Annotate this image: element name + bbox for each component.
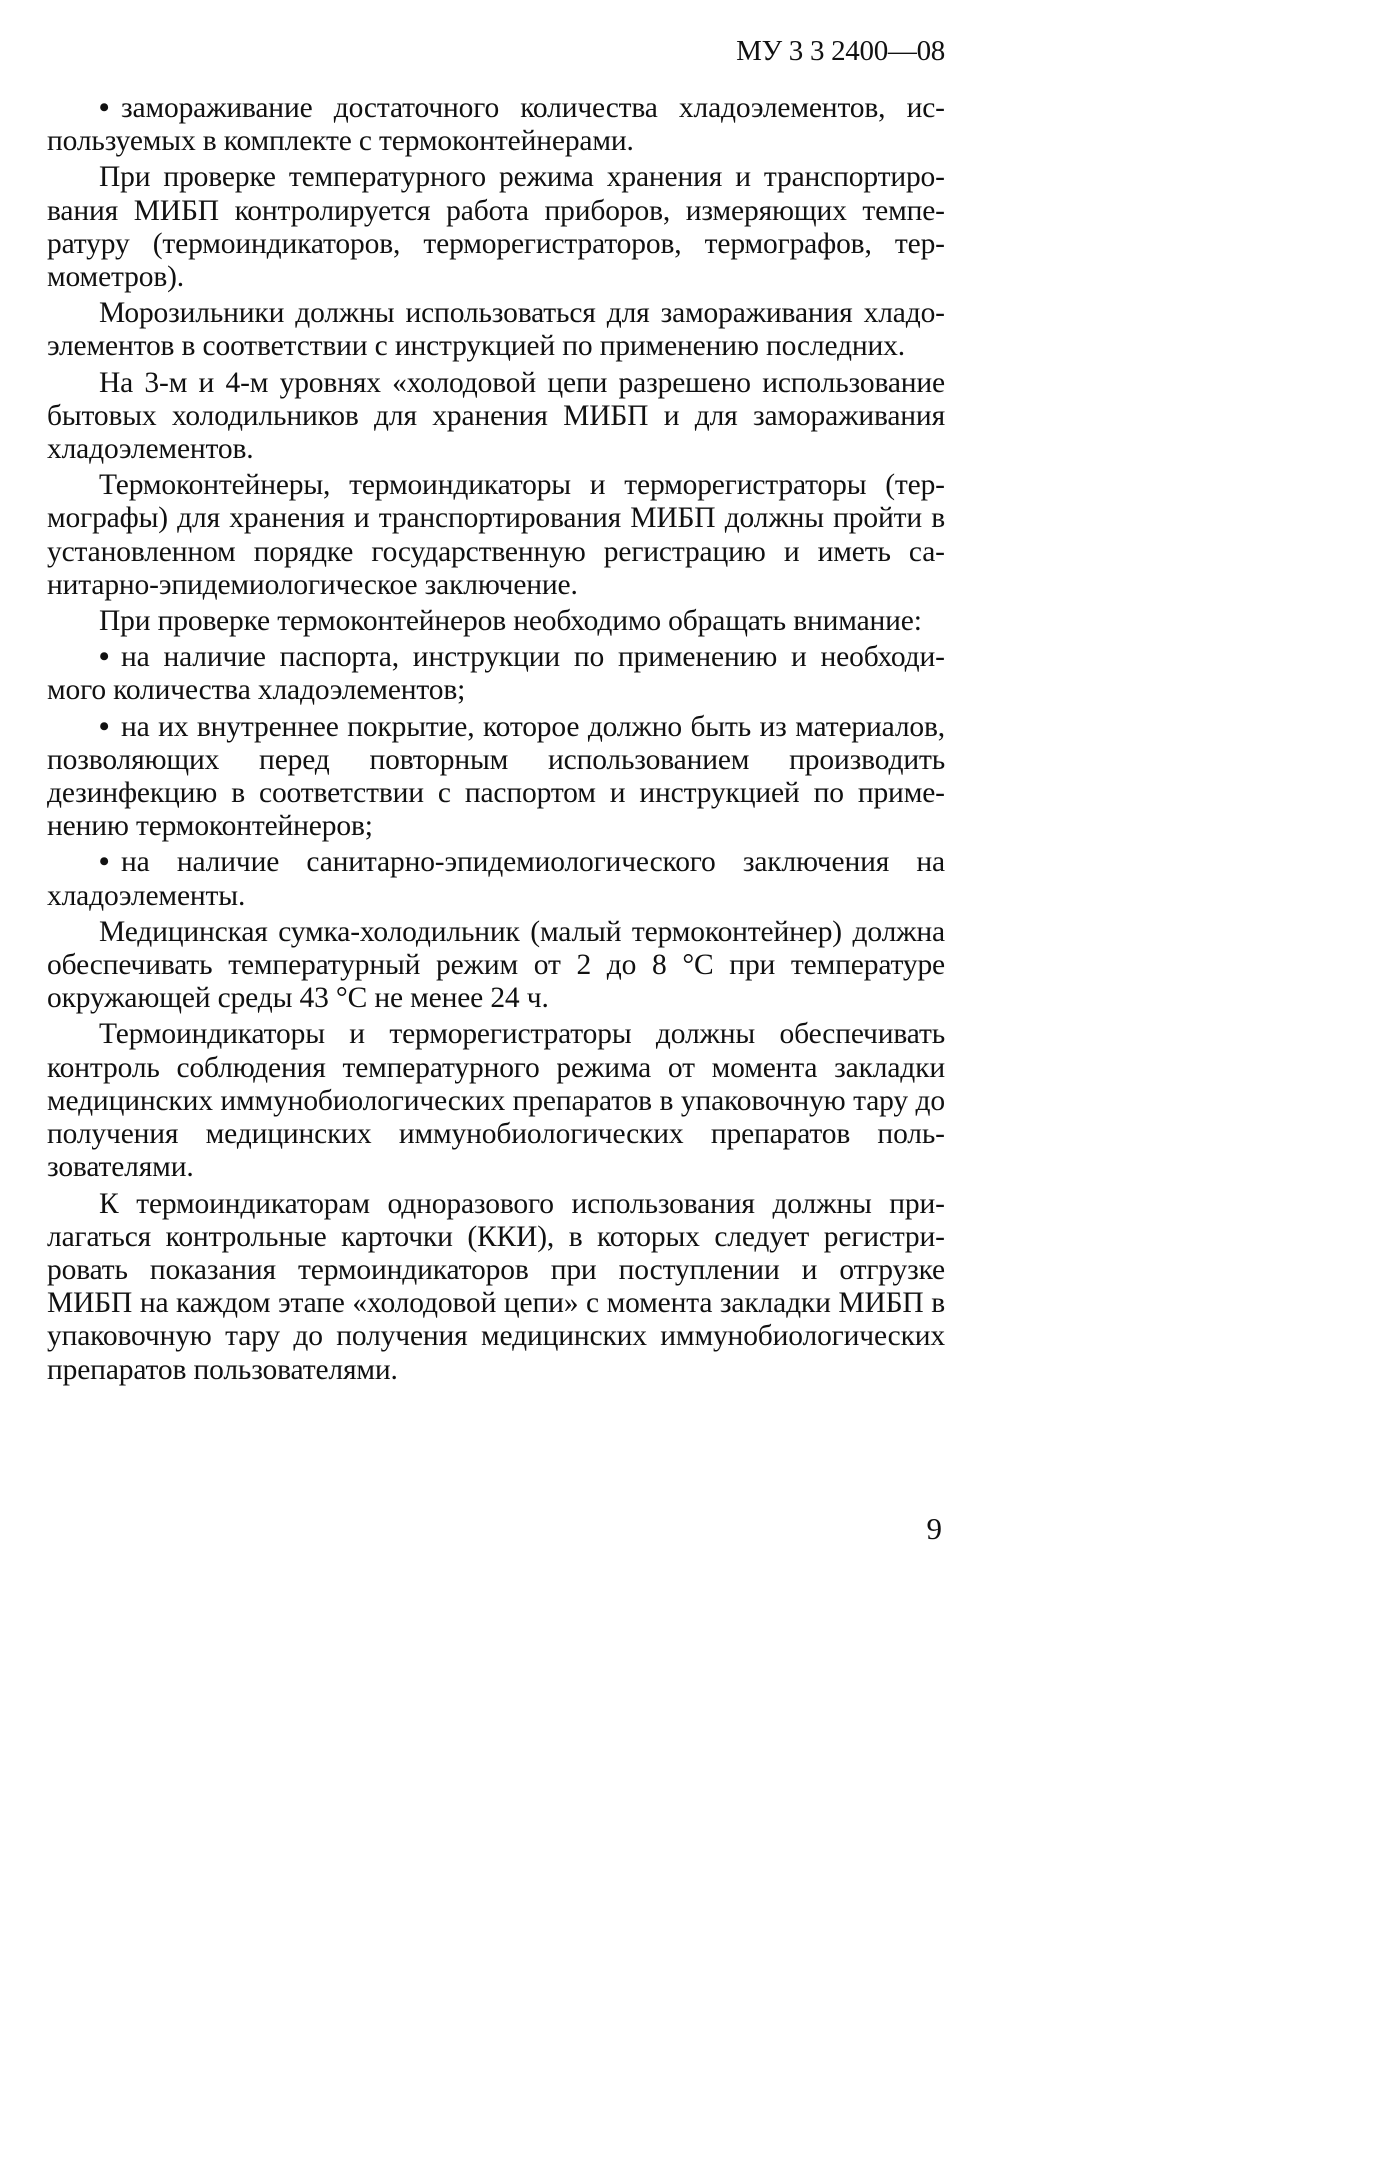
paragraph-bullet: [47, 711, 945, 844]
paragraph: К термоиндикаторам одноразового использования должны прилагаться контрольные карточки (ККИ), в которых следует регистрировать показания термоиндикаторов при поступлении и отгрузке МИБП на каждом этапе «холодовой цепи» с момента закладки МИБП в упаковочную тару до получения медицинских иммунобиологических препаратов пользователями.: [47, 1187, 945, 1386]
bullet-mark: •: [99, 710, 110, 743]
paragraph: Термоконтейнеры, термоиндикаторы и терморегистраторы (термографы) для хранения и транспортирования МИБП должны пройти в установленном порядке государственную регистрацию и иметь санитарно-эпидемиологическое заключение.: [47, 469, 945, 601]
document-code: МУ 3 3 2400—08: [736, 35, 945, 67]
paragraph-text: на наличие паспорта, инструкции по применению и необходимого количества хладоэлементов;: [47, 641, 945, 707]
paragraph: Термоиндикаторы и терморегистраторы должны обеспечивать контроль соблюдения температурного режима от момента закладки медицинских иммунобиологических препаратов в упаковочную тару до получения медицинских иммунобиологических препаратов пользователями.: [47, 1018, 945, 1184]
page-number: 9: [926, 1511, 942, 1546]
paragraph-text: замораживание достаточного количества хладоэлементов, используемых в комплекте с термоконтейнерами.: [47, 92, 945, 158]
paragraph: При проверке температурного режима хранения и транспортирования МИБП контролируется работа приборов, измеряющих температуру (термоиндикаторов, терморегистраторов, термографов, термометров).: [47, 161, 945, 294]
paragraph-bullet: [47, 846, 945, 912]
document-page: [47, 0, 945, 1579]
paragraph-bullet: [47, 92, 945, 158]
bullet-mark: •: [99, 846, 110, 879]
paragraph: Морозильники должны использоваться для замораживания хладоэлементов в соответствии с инструкцией по применению последних.: [47, 297, 945, 363]
paragraph-bullet: [47, 641, 945, 707]
paragraph-text: на их внутреннее покрытие, которое должно быть из материалов, позволяющих перед повторным использованием производить дезинфекцию в соответствии с паспортом и инструкцией по применению термоконтейнеров;: [47, 710, 945, 843]
paragraph-text: на наличие санитарно-эпидемиологического заключения на хладоэлементы.: [47, 846, 945, 912]
paragraph: При проверке термоконтейнеров необходимо обращать внимание:: [99, 605, 922, 638]
bullet-mark: •: [99, 641, 110, 674]
paragraph: Медицинская сумка-холодильник (малый термоконтейнер) должна обеспечивать температурный режим от 2 до 8 °С при температуре окружающей среды 43 °С не менее 24 ч.: [47, 915, 945, 1015]
body-text: [47, 92, 945, 1390]
bullet-mark: •: [99, 92, 110, 124]
paragraph: На 3-м и 4-м уровнях «холодовой цепи разрешено использование бытовых холодильников для хранения МИБП и для замораживания хладоэлементов.: [47, 366, 945, 466]
